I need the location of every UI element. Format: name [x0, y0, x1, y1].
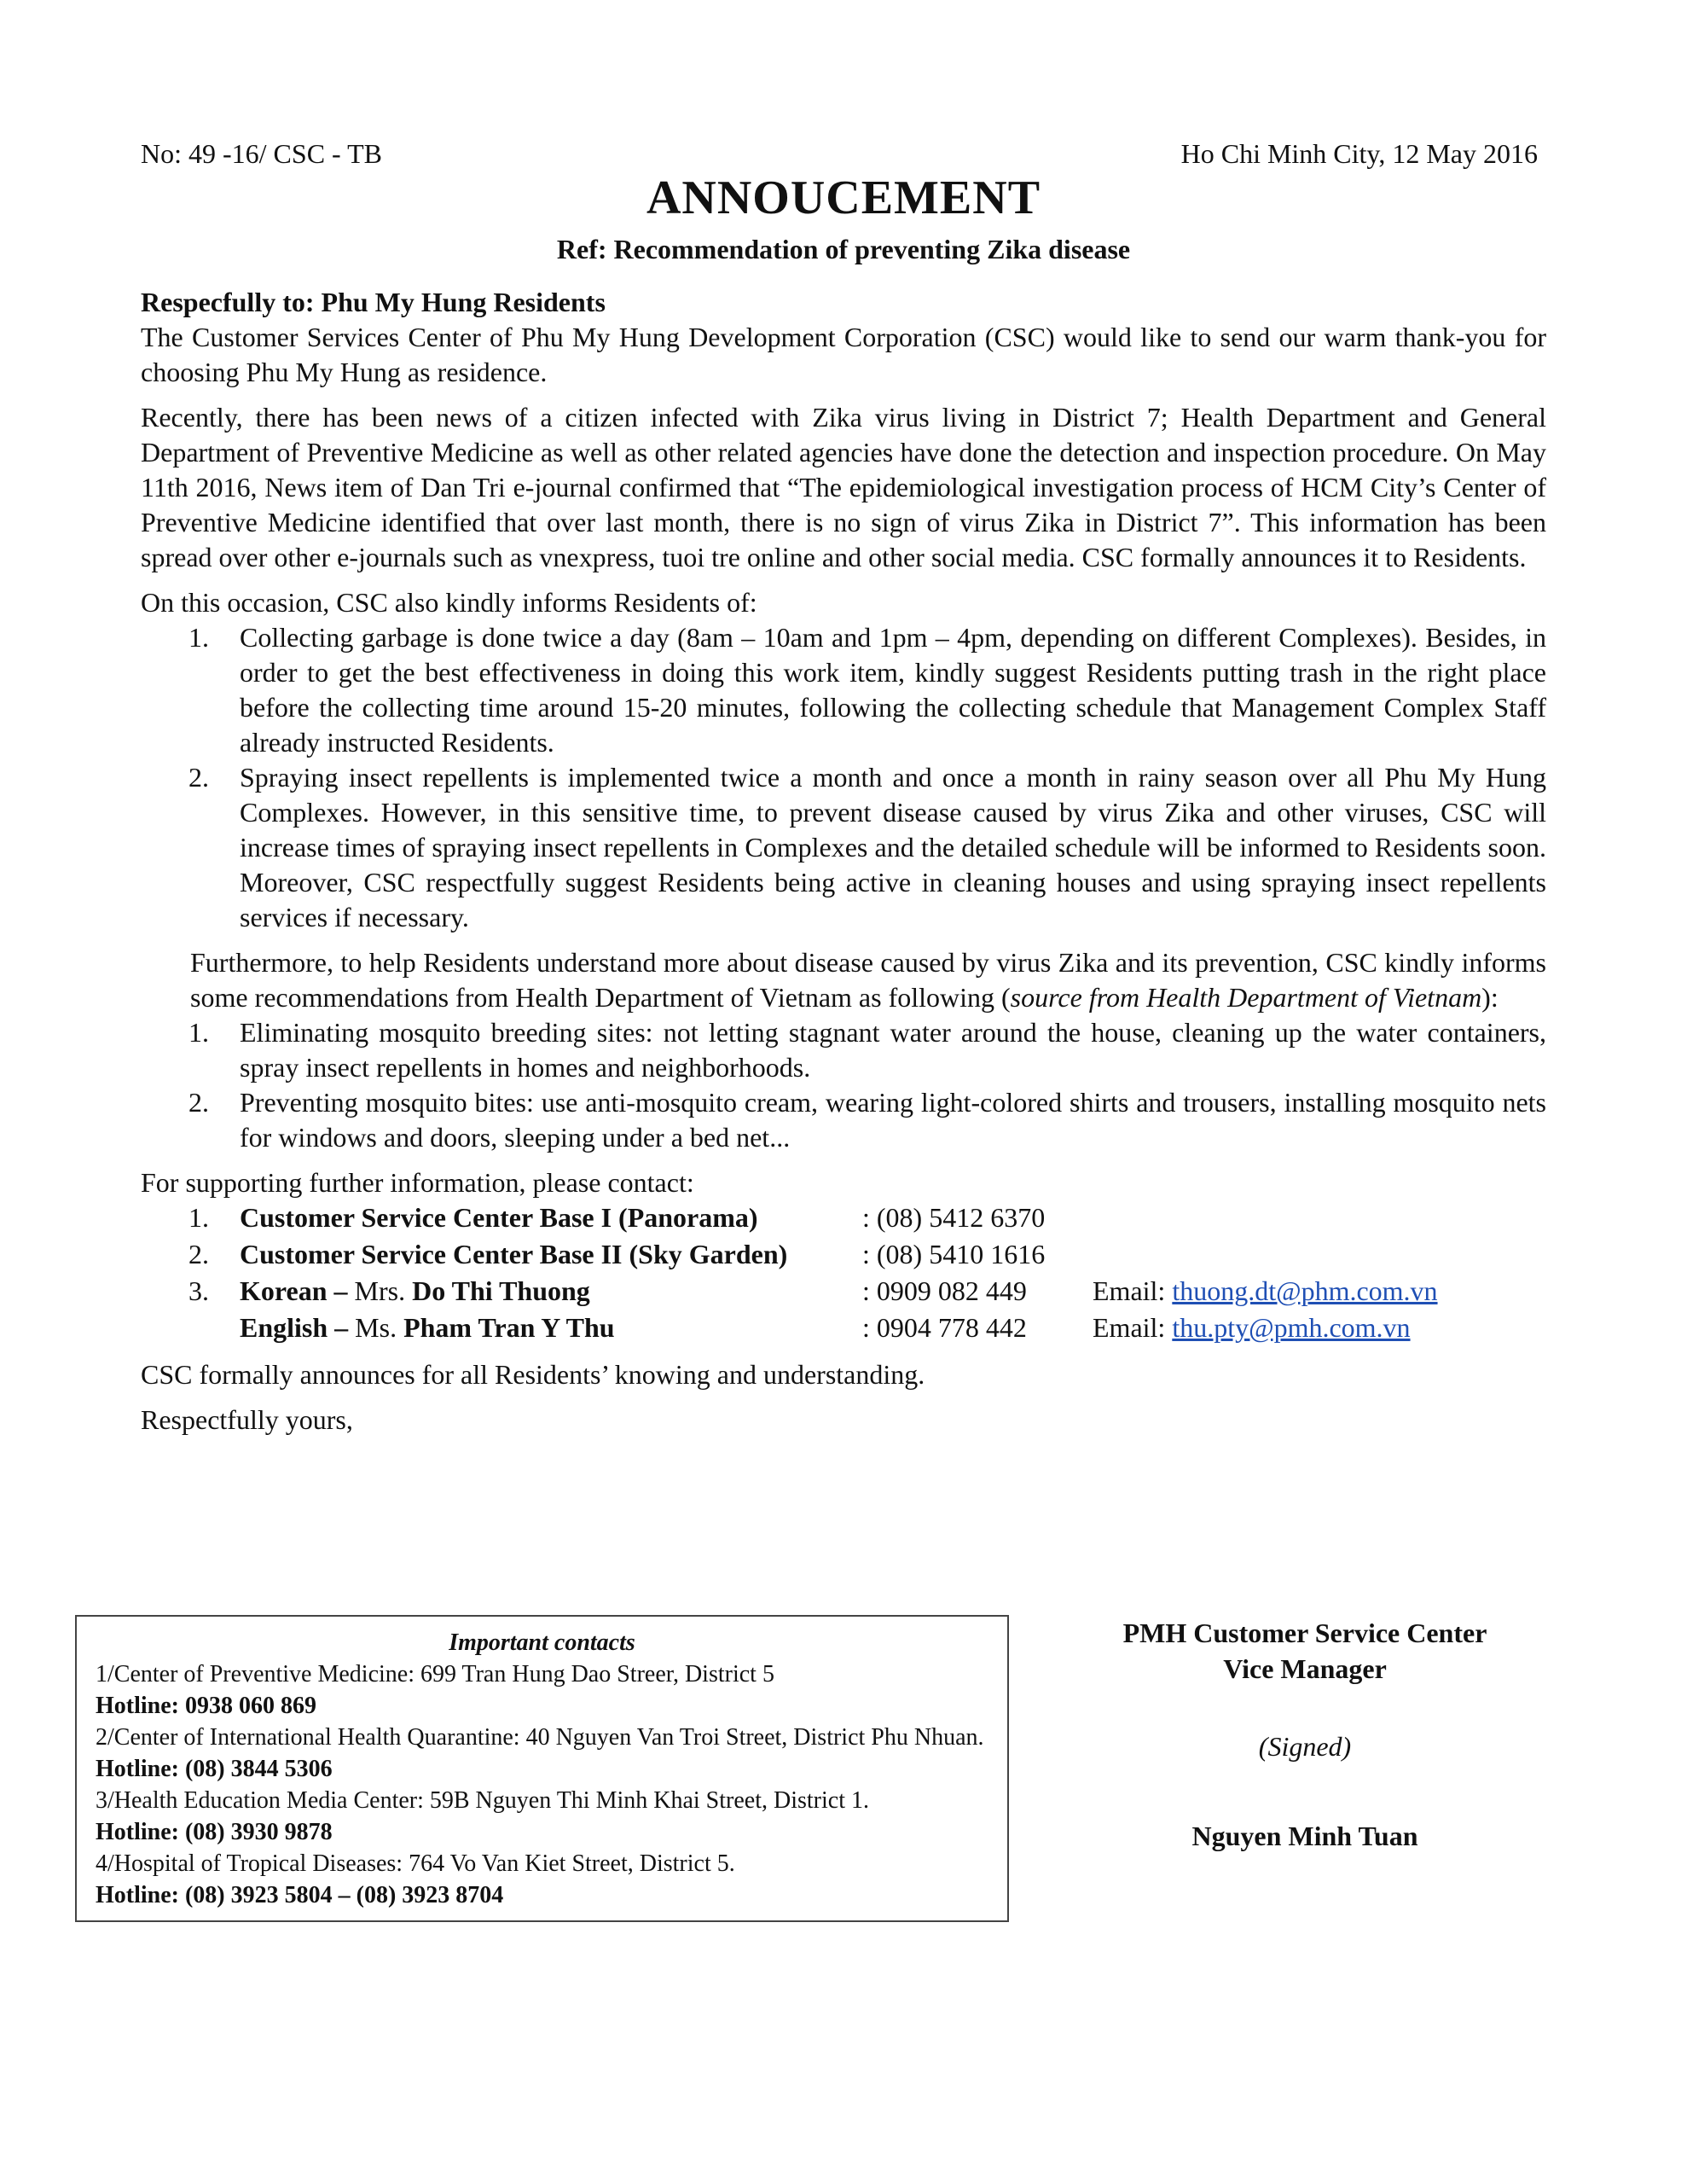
furthermore-text: Furthermore, to help Residents understand more about disease caused by virus Zika and its prevention, CSC kindly informs some recommendations from Health Department of Vietnam as following ( — [190, 947, 1546, 1013]
list-text: Spraying insect repellents is implemented twice a month and once a month in rainy season over all Phu My Hung Complexes. However, in this sensitive time, to prevent disease caused by virus Zika and other viruses, CSC will increase times of spraying insect repellents in Complexes and the detailed schedule will be informed to Residents soon. Moreover, CSC respectfully suggest Residents being active in cleaning houses and using spraying insect repellents services if necessary. — [240, 762, 1546, 932]
contact-phone: : (08) 5410 1616 — [862, 1239, 1046, 1269]
furthermore-paragraph — [141, 945, 1546, 1015]
contact-phone: : 0904 778 442 — [862, 1312, 1027, 1343]
news-paragraph: Recently, there has been news of a citizen infected with Zika virus living in District 7; Health Department and General Department of Preventive Medicine as well as other related agencies have done the detection and inspection procedure. On May 11th 2016, News item of Dan Tri e-journal confirmed that “The epidemiological investigation process of HCM City’s Center of Preventive Medicine identified that over last month, there is no sign of virus Zika in District 7”. This information has been spread over other e-journals such as vnexpress, tuoi tre online and other social media. CSC formally announces it to Residents. — [141, 402, 1546, 572]
furthermore-tail: ): — [1481, 982, 1499, 1013]
intro-paragraph: The Customer Services Center of Phu My Hung Development Corporation (CSC) would like to send our warm thank-you for choosing Phu My Hung as residence. — [141, 322, 1546, 387]
contact-list — [141, 1200, 1546, 1347]
place-and-date: Ho Chi Minh City, 12 May 2016 — [1180, 138, 1538, 169]
contact-row — [141, 1237, 1546, 1274]
contact-name: Customer Service Center Base II (Sky Garden) — [240, 1239, 788, 1269]
contact-number: 3. — [188, 1275, 209, 1306]
contact-email: Email: thu.pty@pmh.com.vn — [1093, 1312, 1411, 1343]
contact-phone: : 0909 082 449 — [862, 1275, 1027, 1306]
occasion-paragraph: On this occasion, CSC also kindly informs Residents of: — [141, 587, 757, 618]
signature-org: PMH Customer Service Center — [1122, 1618, 1487, 1648]
signatory-name: Nguyen Minh Tuan — [1191, 1821, 1418, 1851]
contact-number: 1. — [188, 1202, 209, 1233]
list-text: Eliminating mosquito breeding sites: not letting stagnant water around the house, cleaning up the water containers, spray insect repellents in homes and neighborhoods. — [240, 1017, 1546, 1083]
signature-role: Vice Manager — [1223, 1653, 1387, 1684]
contact-name: English – Ms. Pham Tran Y Thu — [240, 1312, 615, 1343]
important-contact-item: 2/Center of International Health Quarantine: 40 Nguyen Van Troi Street, District Phu Nhuan. Hotline: (08) 3844 5306 — [96, 1724, 984, 1782]
hotline: Hotline: 0938 060 869 — [96, 1693, 316, 1719]
contact-row — [141, 1200, 1546, 1237]
list-text: Collecting garbage is done twice a day (8am – 10am and 1pm – 4pm, depending on different Complexes). Besides, in order to get the best effectiveness in doing this work item, kindly suggest Residents putting trash in the right place before the collecting time around 15-20 minutes, following the collecting schedule that Management Complex Staff already instructed Residents. — [240, 622, 1546, 758]
hotline: Hotline: (08) 3923 5804 – (08) 3923 8704 — [96, 1882, 504, 1908]
source-note: source from Health Department of Vietnam — [1010, 982, 1482, 1013]
signed-note: (Signed) — [1258, 1731, 1352, 1762]
document-number: No: 49 -16/ CSC - TB — [141, 138, 382, 169]
contact-name: Korean – Mrs. Do Thi Thuong — [240, 1275, 590, 1306]
recommendation-list — [141, 1015, 1546, 1155]
list-number: 2. — [188, 762, 209, 793]
contact-row — [141, 1274, 1546, 1310]
contact-number: 2. — [188, 1239, 209, 1269]
email-link[interactable]: thuong.dt@phm.com.vn — [1172, 1275, 1438, 1306]
hotline: Hotline: (08) 3930 9878 — [96, 1819, 333, 1845]
list-item — [141, 1015, 1546, 1085]
signature-block — [1066, 1615, 1544, 1852]
important-contacts-box — [75, 1615, 1009, 1922]
hotline: Hotline: (08) 3844 5306 — [96, 1756, 333, 1782]
closing-line: CSC formally announces for all Residents’ knowing and understanding. — [141, 1359, 925, 1390]
list-number: 2. — [188, 1087, 209, 1118]
letter-body — [141, 285, 1546, 1438]
list-number: 1. — [188, 1017, 209, 1048]
contact-phone: : (08) 5412 6370 — [862, 1202, 1046, 1233]
regards-line: Respectfully yours, — [141, 1404, 353, 1435]
page-title: ANNOUCEMENT — [646, 171, 1041, 224]
greeting: Respecfully to: Phu My Hung Residents — [141, 287, 606, 317]
important-contact-item: 1/Center of Preventive Medicine: 699 Tran Hung Dao Streer, District 5 Hotline: 0938 060 869 — [96, 1661, 774, 1719]
list-item — [141, 1085, 1546, 1155]
important-contact-item: 3/Health Education Media Center: 59B Nguyen Thi Minh Khai Street, District 1. Hotline: (08) 3930 9878 — [96, 1787, 869, 1845]
contact-intro: For supporting further information, please contact: — [141, 1167, 694, 1198]
list-text: Preventing mosquito bites: use anti-mosquito cream, wearing light-colored shirts and trousers, installing mosquito nets for windows and doors, sleeping under a bed net... — [240, 1087, 1546, 1153]
reference-line: Ref: Recommendation of preventing Zika disease — [556, 234, 1131, 264]
contact-name: Customer Service Center Base I (Panorama) — [240, 1202, 758, 1233]
inform-list — [141, 620, 1546, 935]
list-item — [141, 760, 1546, 935]
list-number: 1. — [188, 622, 209, 653]
email-link[interactable]: thu.pty@pmh.com.vn — [1172, 1312, 1411, 1343]
contact-row — [141, 1310, 1546, 1347]
important-contacts-title: Important contacts — [449, 1629, 635, 1656]
list-item — [141, 620, 1546, 760]
important-contact-item: 4/Hospital of Tropical Diseases: 764 Vo Van Kiet Street, District 5. Hotline: (08) 3923 5804 – (08) 3923 8704 — [96, 1850, 735, 1908]
contact-email: Email: thuong.dt@phm.com.vn — [1093, 1275, 1438, 1306]
